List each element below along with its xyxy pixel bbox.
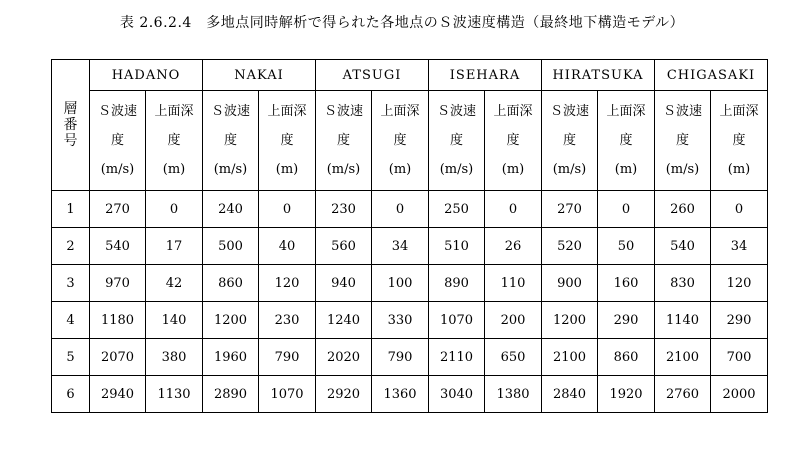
vs-value-cell: 830 [655,265,711,302]
depth-value-cell: 1130 [146,376,203,413]
vs-value-cell: 1070 [429,302,485,339]
table-row [52,191,768,228]
vs-value-cell: 2100 [655,339,711,376]
depth-header-cell-line: (m) [727,162,751,177]
vs-header-cell-line: (m/s) [439,162,474,177]
layer-number-cell: 3 [52,265,90,302]
depth-value-cell: 0 [259,191,316,228]
depth-header-cell [259,91,316,191]
depth-value-cell: 290 [711,302,768,339]
depth-value-cell: 34 [372,228,429,265]
site-header-hadano: HADANO [90,60,203,91]
depth-value-cell: 790 [259,339,316,376]
depth-value-cell: 34 [711,228,768,265]
table-row [52,376,768,413]
vs-header-cell-line: Ｓ波速 [97,104,137,119]
vs-value-cell: 540 [90,228,146,265]
depth-value-cell: 230 [259,302,316,339]
depth-header-cell-line: (m) [162,162,186,177]
depth-value-cell: 0 [711,191,768,228]
vs-value-cell: 560 [316,228,372,265]
vs-value-cell: 860 [203,265,259,302]
vs-value-cell: 3040 [429,376,485,413]
vs-value-cell: 2890 [203,376,259,413]
vs-value-cell: 520 [542,228,598,265]
vs-header-cell-line: Ｓ波速 [436,104,476,119]
vs-value-cell: 240 [203,191,259,228]
depth-header-cell [146,91,203,191]
layer-number-cell: 5 [52,339,90,376]
depth-header-cell-line: (m) [501,162,525,177]
depth-value-cell: 26 [485,228,542,265]
vs-value-cell: 1140 [655,302,711,339]
site-header-hiratsuka: HIRATSUKA [542,60,655,91]
depth-value-cell: 0 [372,191,429,228]
depth-header-cell [485,91,542,191]
vs-value-cell: 2940 [90,376,146,413]
depth-value-cell: 1070 [259,376,316,413]
vs-header-cell-line: Ｓ波速 [662,104,702,119]
layer-header-char: 号 [63,133,78,149]
depth-value-cell: 790 [372,339,429,376]
table-row [52,302,768,339]
vs-value-cell: 540 [655,228,711,265]
table-row [52,228,768,265]
vs-value-cell: 2020 [316,339,372,376]
vs-value-cell: 1200 [203,302,259,339]
depth-header-cell-line: 度 [167,133,181,148]
vs-header-cell-line: (m/s) [100,162,135,177]
vs-header-cell [90,91,146,191]
vs-header-cell-line: 度 [449,133,463,148]
vs-value-cell: 2920 [316,376,372,413]
layer-number-cell: 1 [52,191,90,228]
depth-header-cell-line: 上面深 [380,104,420,119]
depth-header-cell-line: 度 [732,133,746,148]
depth-value-cell: 200 [485,302,542,339]
depth-header-cell-line: 度 [506,133,520,148]
depth-value-cell: 700 [711,339,768,376]
vs-value-cell: 260 [655,191,711,228]
vs-value-cell: 2110 [429,339,485,376]
depth-value-cell: 0 [485,191,542,228]
depth-header-cell-line: 度 [619,133,633,148]
depth-value-cell: 650 [485,339,542,376]
vs-header-cell-line: (m/s) [552,162,587,177]
vs-header-cell-line: 度 [110,133,124,148]
vs-value-cell: 2760 [655,376,711,413]
vs-header-cell-line: 度 [562,133,576,148]
site-header-nakai: NAKAI [203,60,316,91]
depth-value-cell: 160 [598,265,655,302]
depth-header-cell-line: (m) [614,162,638,177]
vs-value-cell: 230 [316,191,372,228]
table-caption: 表 2.6.2.4 多地点同時解析で得られた各地点のＳ波速度構造（最終地下構造モデル） [119,15,685,31]
depth-value-cell: 100 [372,265,429,302]
depth-value-cell: 50 [598,228,655,265]
depth-value-cell: 0 [146,191,203,228]
vs-header-cell [203,91,259,191]
vs-header-cell-line: 度 [675,133,689,148]
vs-header-cell [316,91,372,191]
vs-value-cell: 500 [203,228,259,265]
vs-value-cell: 900 [542,265,598,302]
vs-header-cell-line: Ｓ波速 [549,104,589,119]
vs-value-cell: 1180 [90,302,146,339]
vs-value-cell: 270 [90,191,146,228]
vs-value-cell: 1960 [203,339,259,376]
depth-value-cell: 1920 [598,376,655,413]
depth-value-cell: 1360 [372,376,429,413]
depth-header-cell [711,91,768,191]
depth-value-cell: 40 [259,228,316,265]
vs-value-cell: 270 [542,191,598,228]
site-header-atsugi: ATSUGI [316,60,429,91]
vs-header-cell-line: Ｓ波速 [210,104,250,119]
layer-number-cell: 2 [52,228,90,265]
vs-header-cell [429,91,485,191]
vs-structure-table [51,59,768,413]
vs-header-cell-line: (m/s) [665,162,700,177]
site-header-chigasaki: CHIGASAKI [655,60,768,91]
depth-value-cell: 120 [259,265,316,302]
vs-header-cell [655,91,711,191]
depth-header-cell-line: 上面深 [606,104,646,119]
column-header-row [52,91,768,191]
site-header-isehara: ISEHARA [429,60,542,91]
layer-header-char: 層 [63,101,78,117]
depth-value-cell: 120 [711,265,768,302]
vs-value-cell: 970 [90,265,146,302]
depth-value-cell: 2000 [711,376,768,413]
vs-header-cell-line: 度 [336,133,350,148]
layer-number-cell: 4 [52,302,90,339]
vs-value-cell: 940 [316,265,372,302]
depth-value-cell: 330 [372,302,429,339]
depth-value-cell: 1380 [485,376,542,413]
depth-value-cell: 380 [146,339,203,376]
depth-value-cell: 0 [598,191,655,228]
vs-value-cell: 2840 [542,376,598,413]
site-header-row [52,60,768,91]
depth-value-cell: 860 [598,339,655,376]
depth-header-cell-line: 上面深 [719,104,759,119]
depth-value-cell: 42 [146,265,203,302]
depth-value-cell: 110 [485,265,542,302]
layer-header-char: 番 [63,117,78,133]
table-row [52,265,768,302]
depth-header-cell [598,91,655,191]
vs-header-cell-line: (m/s) [213,162,248,177]
depth-header-cell-line: 上面深 [154,104,194,119]
layer-number-header [52,60,90,191]
vs-header-cell-line: Ｓ波速 [323,104,363,119]
depth-header-cell-line: 上面深 [493,104,533,119]
depth-header-cell-line: (m) [388,162,412,177]
depth-header-cell-line: 度 [393,133,407,148]
depth-header-cell [372,91,429,191]
depth-header-cell-line: 上面深 [267,104,307,119]
depth-header-cell-line: 度 [280,133,294,148]
vs-header-cell-line: (m/s) [326,162,361,177]
layer-number-cell: 6 [52,376,90,413]
depth-value-cell: 290 [598,302,655,339]
vs-value-cell: 510 [429,228,485,265]
vs-header-cell-line: 度 [223,133,237,148]
depth-value-cell: 140 [146,302,203,339]
vs-value-cell: 890 [429,265,485,302]
depth-header-cell-line: (m) [275,162,299,177]
table-row [52,339,768,376]
vs-value-cell: 2100 [542,339,598,376]
vs-value-cell: 2070 [90,339,146,376]
vs-value-cell: 1240 [316,302,372,339]
vs-value-cell: 250 [429,191,485,228]
depth-value-cell: 17 [146,228,203,265]
vs-value-cell: 1200 [542,302,598,339]
vs-header-cell [542,91,598,191]
